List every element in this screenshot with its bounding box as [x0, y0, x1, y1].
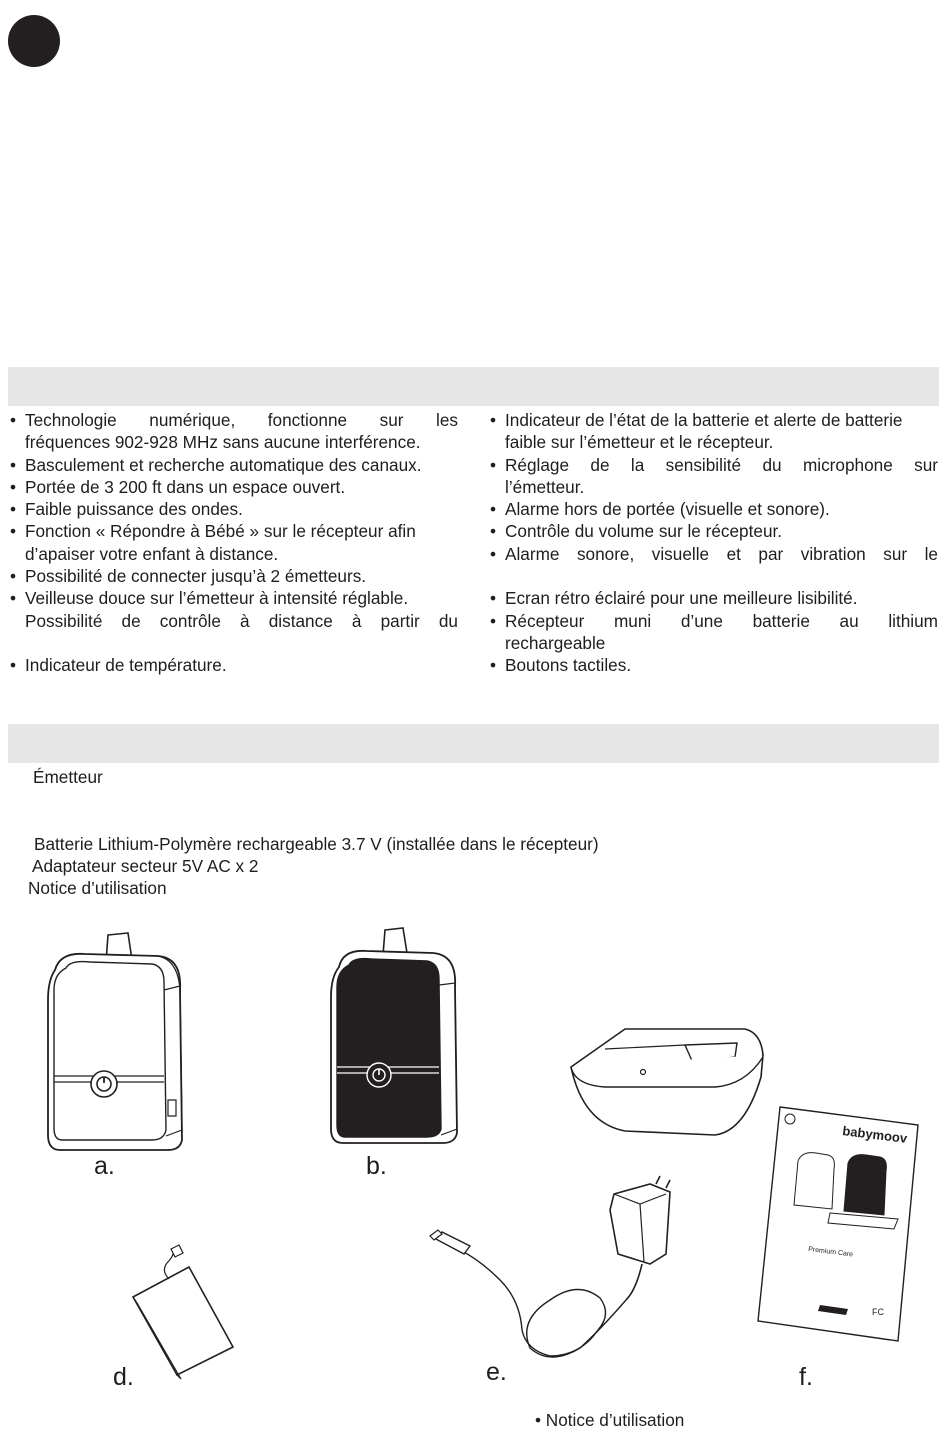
feature-item: • Faible puissance des ondes. — [8, 498, 458, 520]
feature-item-cont: d’apaiser votre enfant à distance. — [25, 543, 279, 564]
footer-note: • Notice d’utilisation — [535, 1410, 685, 1430]
feature-item: • Boutons tactiles. — [488, 654, 938, 676]
contents-battery: Batterie Lithium-Polymère rechargeable 3.7 V (installée dans le récepteur) — [34, 834, 599, 854]
charging-base-illustration — [565, 1015, 770, 1140]
label-e: e. — [486, 1358, 507, 1386]
feature-item-cont: l’émetteur. — [505, 476, 585, 497]
section-number-badge — [8, 15, 60, 67]
feature-item: • Indicateur de l’état de la batterie et alerte de batterie — [488, 409, 938, 431]
label-d: d. — [113, 1363, 134, 1391]
feature-item: • Fonction « Répondre à Bébé » sur le récepteur afin — [8, 520, 458, 542]
feature-item: • Alarme hors de portée (visuelle et sonore). — [488, 498, 938, 520]
label-f: f. — [799, 1363, 813, 1391]
label-b: b. — [366, 1152, 387, 1180]
feature-item: • Possibilité de connecter jusqu’à 2 émetteurs. — [8, 565, 458, 587]
feature-item: • Réglage de la sensibilité du microphone sur — [488, 454, 938, 476]
feature-item: • Basculement et recherche automatique des canaux. — [8, 454, 458, 476]
feature-spacer — [8, 632, 458, 654]
feature-item: • Technologie numérique, fonctionne sur les — [8, 409, 458, 431]
feature-item: • Indicateur de température. — [8, 654, 458, 676]
battery-illustration — [125, 1245, 240, 1380]
feature-item: • Ecran rétro éclairé pour une meilleure lisibilité. — [488, 587, 938, 609]
manual-brand-text: babymoov — [841, 1123, 908, 1146]
features-right-column — [488, 409, 938, 677]
feature-item: • Veilleuse douce sur l’émetteur à intensité réglable. — [8, 587, 458, 609]
feature-item: • Contrôle du volume sur le récepteur. — [488, 520, 938, 542]
feature-item: • Alarme sonore, visuelle et par vibration sur le — [488, 543, 938, 565]
label-a: a. — [94, 1152, 115, 1180]
feature-item-cont: fréquences 902-928 MHz sans aucune interférence. — [25, 432, 421, 453]
feature-item: • Portée de 3 200 ft dans un espace ouvert. — [8, 476, 458, 498]
contents-header-band — [8, 724, 939, 763]
feature-spacer — [488, 565, 938, 587]
features-left-column — [8, 409, 458, 677]
manual-illustration — [758, 1105, 923, 1345]
fcc-mark-icon: FC — [872, 1307, 884, 1317]
manual-product-text: Premium Care — [807, 1246, 854, 1259]
contents-manual: Notice d’utilisation — [28, 878, 167, 898]
feature-item-cont: rechargeable — [505, 632, 606, 653]
power-adapter-illustration — [430, 1180, 690, 1370]
transmitter-illustration — [40, 930, 190, 1155]
feature-item-cont: Possibilité de contrôle à distance à partir du — [25, 610, 458, 631]
contents-adapter: Adaptateur secteur 5V AC x 2 — [32, 856, 259, 876]
feature-item-cont: faible sur l’émetteur et le récepteur. — [505, 432, 774, 453]
contents-emetteur: Émetteur — [33, 767, 103, 787]
receiver-illustration — [325, 925, 465, 1150]
features-header-band — [8, 367, 939, 406]
feature-item: • Récepteur muni d’une batterie au lithium — [488, 610, 938, 632]
